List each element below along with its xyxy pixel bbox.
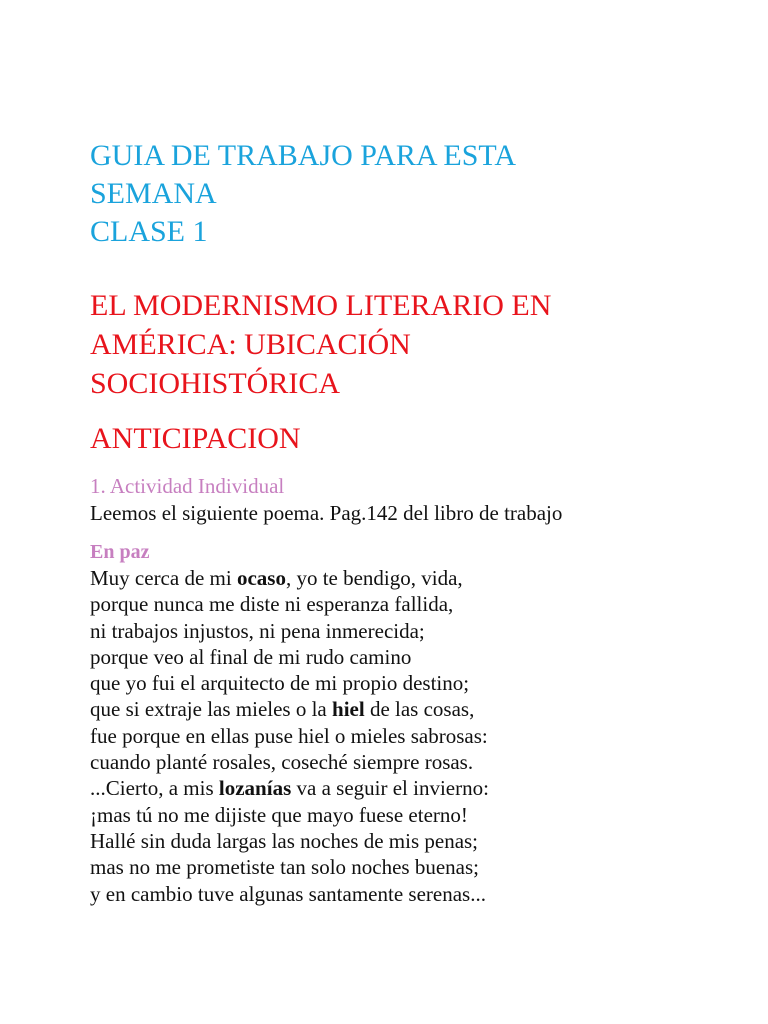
poem-line-text: Muy cerca de mi <box>90 566 237 590</box>
topic-heading <box>90 286 551 403</box>
section-heading: ANTICIPACION <box>90 422 301 455</box>
topic-heading-line1: EL MODERNISMO LITERARIO EN <box>90 289 552 322</box>
poem-line-text: porque veo al final de mi rudo camino <box>90 644 412 669</box>
poem-line-text: ...Cierto, a mis <box>90 776 219 801</box>
poem-line <box>90 775 489 801</box>
poem-line <box>90 723 489 749</box>
poem-line-text: ni trabajos injustos, ni pena inmerecida; <box>90 618 425 643</box>
poem-line-text: , yo te bendigo, vida, <box>285 566 463 590</box>
poem-line-text: va a seguir el invierno: <box>291 776 489 801</box>
poem-line-text: porque nunca me diste ni esperanza fallida, <box>90 592 454 617</box>
poem-line <box>90 591 489 617</box>
poem-title: En paz <box>90 541 150 563</box>
poem-line-text: Hallé sin duda largas las noches de mis penas; <box>90 828 479 853</box>
topic-heading-line2: AMÉRICA: UBICACIÓN <box>90 328 411 361</box>
class-label: CLASE 1 <box>90 215 208 248</box>
poem-line-text: fue porque en ellas puse hiel o mieles sabrosas: <box>90 723 488 748</box>
poem-line-bold-word: ocaso <box>236 566 286 590</box>
poem-line <box>90 670 489 696</box>
activity-instruction: Leemos el siguiente poema. Pag.142 del libro de trabajo <box>90 501 563 525</box>
poem-line-text: que si extraje las mieles o la <box>90 697 333 722</box>
poem-line-text: que yo fui el arquitecto de mi propio destino; <box>90 671 470 696</box>
topic-heading-line3: SOCIOHISTÓRICA <box>90 367 341 400</box>
poem-line <box>90 618 489 644</box>
poem-line <box>90 696 489 722</box>
poem-line <box>90 828 489 854</box>
poem-line-bold-word: hiel <box>332 697 365 722</box>
poem-line-text: y en cambio tuve algunas santamente serenas... <box>90 881 486 906</box>
poem-line <box>90 802 489 828</box>
poem-line <box>90 854 489 880</box>
poem-line <box>90 749 489 775</box>
poem-body <box>90 565 489 907</box>
poem-line-text: ¡mas tú no me dijiste que mayo fuese eterno! <box>90 802 468 827</box>
guide-heading-line1: GUIA DE TRABAJO PARA ESTA <box>90 139 517 172</box>
poem-line <box>90 644 489 670</box>
poem-line-bold-word: lozanías <box>218 776 292 801</box>
activity-label: 1. Actividad Individual <box>90 474 285 498</box>
poem-line <box>90 565 489 591</box>
poem-line-text: cuando planté rosales, coseché siempre rosas. <box>90 750 474 775</box>
poem-line <box>90 881 489 907</box>
poem-line-text: de las cosas, <box>364 697 475 722</box>
guide-heading-line2: SEMANA <box>90 177 217 210</box>
poem-line-text: mas no me prometiste tan solo noches buenas; <box>90 855 480 880</box>
guide-heading <box>90 137 516 251</box>
